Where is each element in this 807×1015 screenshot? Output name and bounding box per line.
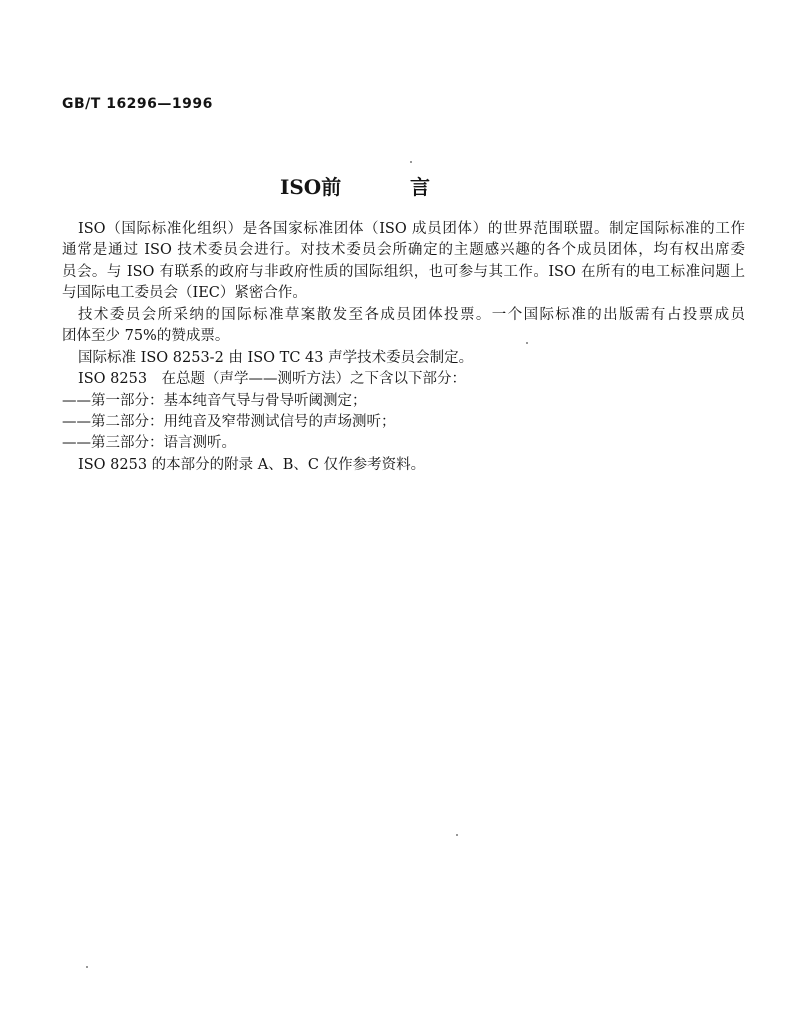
paragraph-line: 通常是通过 ISO 技术委员会进行。对技术委员会所确定的主题感兴趣的各个成员团体，均有权出席委 <box>62 242 745 259</box>
paragraph-line: ISO 8253 在总题（声学——测听方法）之下含以下部分： <box>78 371 467 388</box>
list-item: ——第三部分：语言测听。 <box>62 435 236 452</box>
page-title-part-1: ISO前 <box>280 175 342 199</box>
paragraph-line: 技术委员会所采纳的国际标准草案散发至各成员团体投票。一个国际标准的出版需有占投票成员 <box>78 306 745 323</box>
paragraph-line: ISO（国际标准化组织）是各国家标准团体（ISO 成员团体）的世界范围联盟。制定国际标准的工作 <box>78 221 745 237</box>
foreword-body <box>62 219 745 476</box>
scan-speck <box>456 834 458 836</box>
list-item: ——第二部分：用纯音及窄带测试信号的声场测听； <box>62 413 396 430</box>
scan-speck <box>86 966 88 968</box>
page-title-part-2: 言 <box>410 175 430 199</box>
standard-number: GB/T 16296—1996 <box>62 96 213 112</box>
paragraph-line: ISO 8253 的本部分的附录 A、B、C 仅作参考资料。 <box>78 456 426 473</box>
paragraph-line: 国际标准 ISO 8253-2 由 ISO TC 43 声学技术委员会制定。 <box>78 349 474 366</box>
paragraph-line: 团体至少 75%的赞成票。 <box>62 328 230 345</box>
scan-speck <box>526 342 528 344</box>
list-item: ——第一部分：基本纯音气导与骨导听阈测定； <box>62 392 367 409</box>
paragraph-line: 员会。与 ISO 有联系的政府与非政府性质的国际组织，也可参与其工作。ISO 在所有的电工标准问题上 <box>62 263 745 280</box>
scan-speck <box>410 161 412 163</box>
paragraph-line: 与国际电工委员会（IEC）紧密合作。 <box>62 285 307 302</box>
